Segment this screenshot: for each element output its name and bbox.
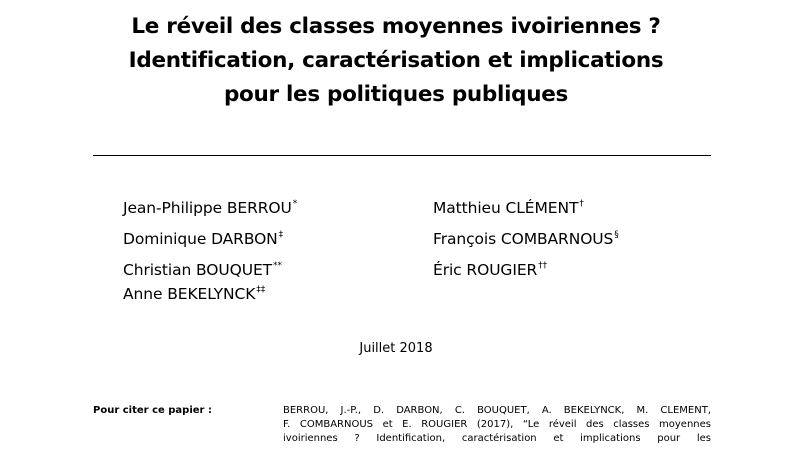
author-name: Jean-Philippe BERROU: [123, 199, 292, 217]
author-mark: §: [614, 230, 619, 240]
paper-title: [40, 10, 752, 112]
author-clement: [433, 198, 584, 218]
citation-text: [283, 404, 711, 446]
citation-label: Pour citer ce papier :: [93, 405, 212, 416]
author-mark: *: [292, 199, 298, 209]
author-name: Christian BOUQUET: [123, 261, 273, 279]
author-name: Anne BEKELYNCK: [123, 285, 256, 303]
title-divider: [93, 155, 711, 156]
author-mark: **: [273, 261, 282, 271]
citation-line: BERROU, J.-P., D. DARBON, C. BOUQUET, A. BEKELYNCK, M. CLEMENT,: [283, 405, 711, 416]
title-line: Identification, caractérisation et implications: [128, 48, 664, 73]
author-berrou: [123, 198, 297, 218]
citation-line: ivoiriennes ? Identification, caractérisation et implications pour les: [283, 433, 711, 444]
author-mark: †: [579, 199, 584, 209]
author-name: Matthieu CLÉMENT: [433, 199, 579, 217]
author-mark: ‡‡: [256, 285, 266, 295]
citation-line: F. COMBARNOUS et E. ROUGIER (2017), “Le réveil des classes moyennes: [283, 419, 711, 430]
author-rougier: [433, 260, 547, 280]
author-darbon: [123, 229, 283, 249]
title-line: pour les politiques publiques: [223, 82, 569, 107]
author-bouquet: [123, 260, 282, 280]
author-name: Éric ROUGIER: [433, 261, 538, 279]
author-mark: ‡: [278, 230, 284, 240]
publication-date: Juillet 2018: [359, 341, 433, 356]
author-mark: ††: [538, 261, 547, 271]
author-bekelynck: [123, 284, 265, 304]
author-name: Dominique DARBON: [123, 230, 278, 248]
author-name: François COMBARNOUS: [433, 230, 614, 248]
author-combarnous: [433, 229, 619, 249]
title-line: Le réveil des classes moyennes ivoiriennes ?: [131, 14, 661, 39]
